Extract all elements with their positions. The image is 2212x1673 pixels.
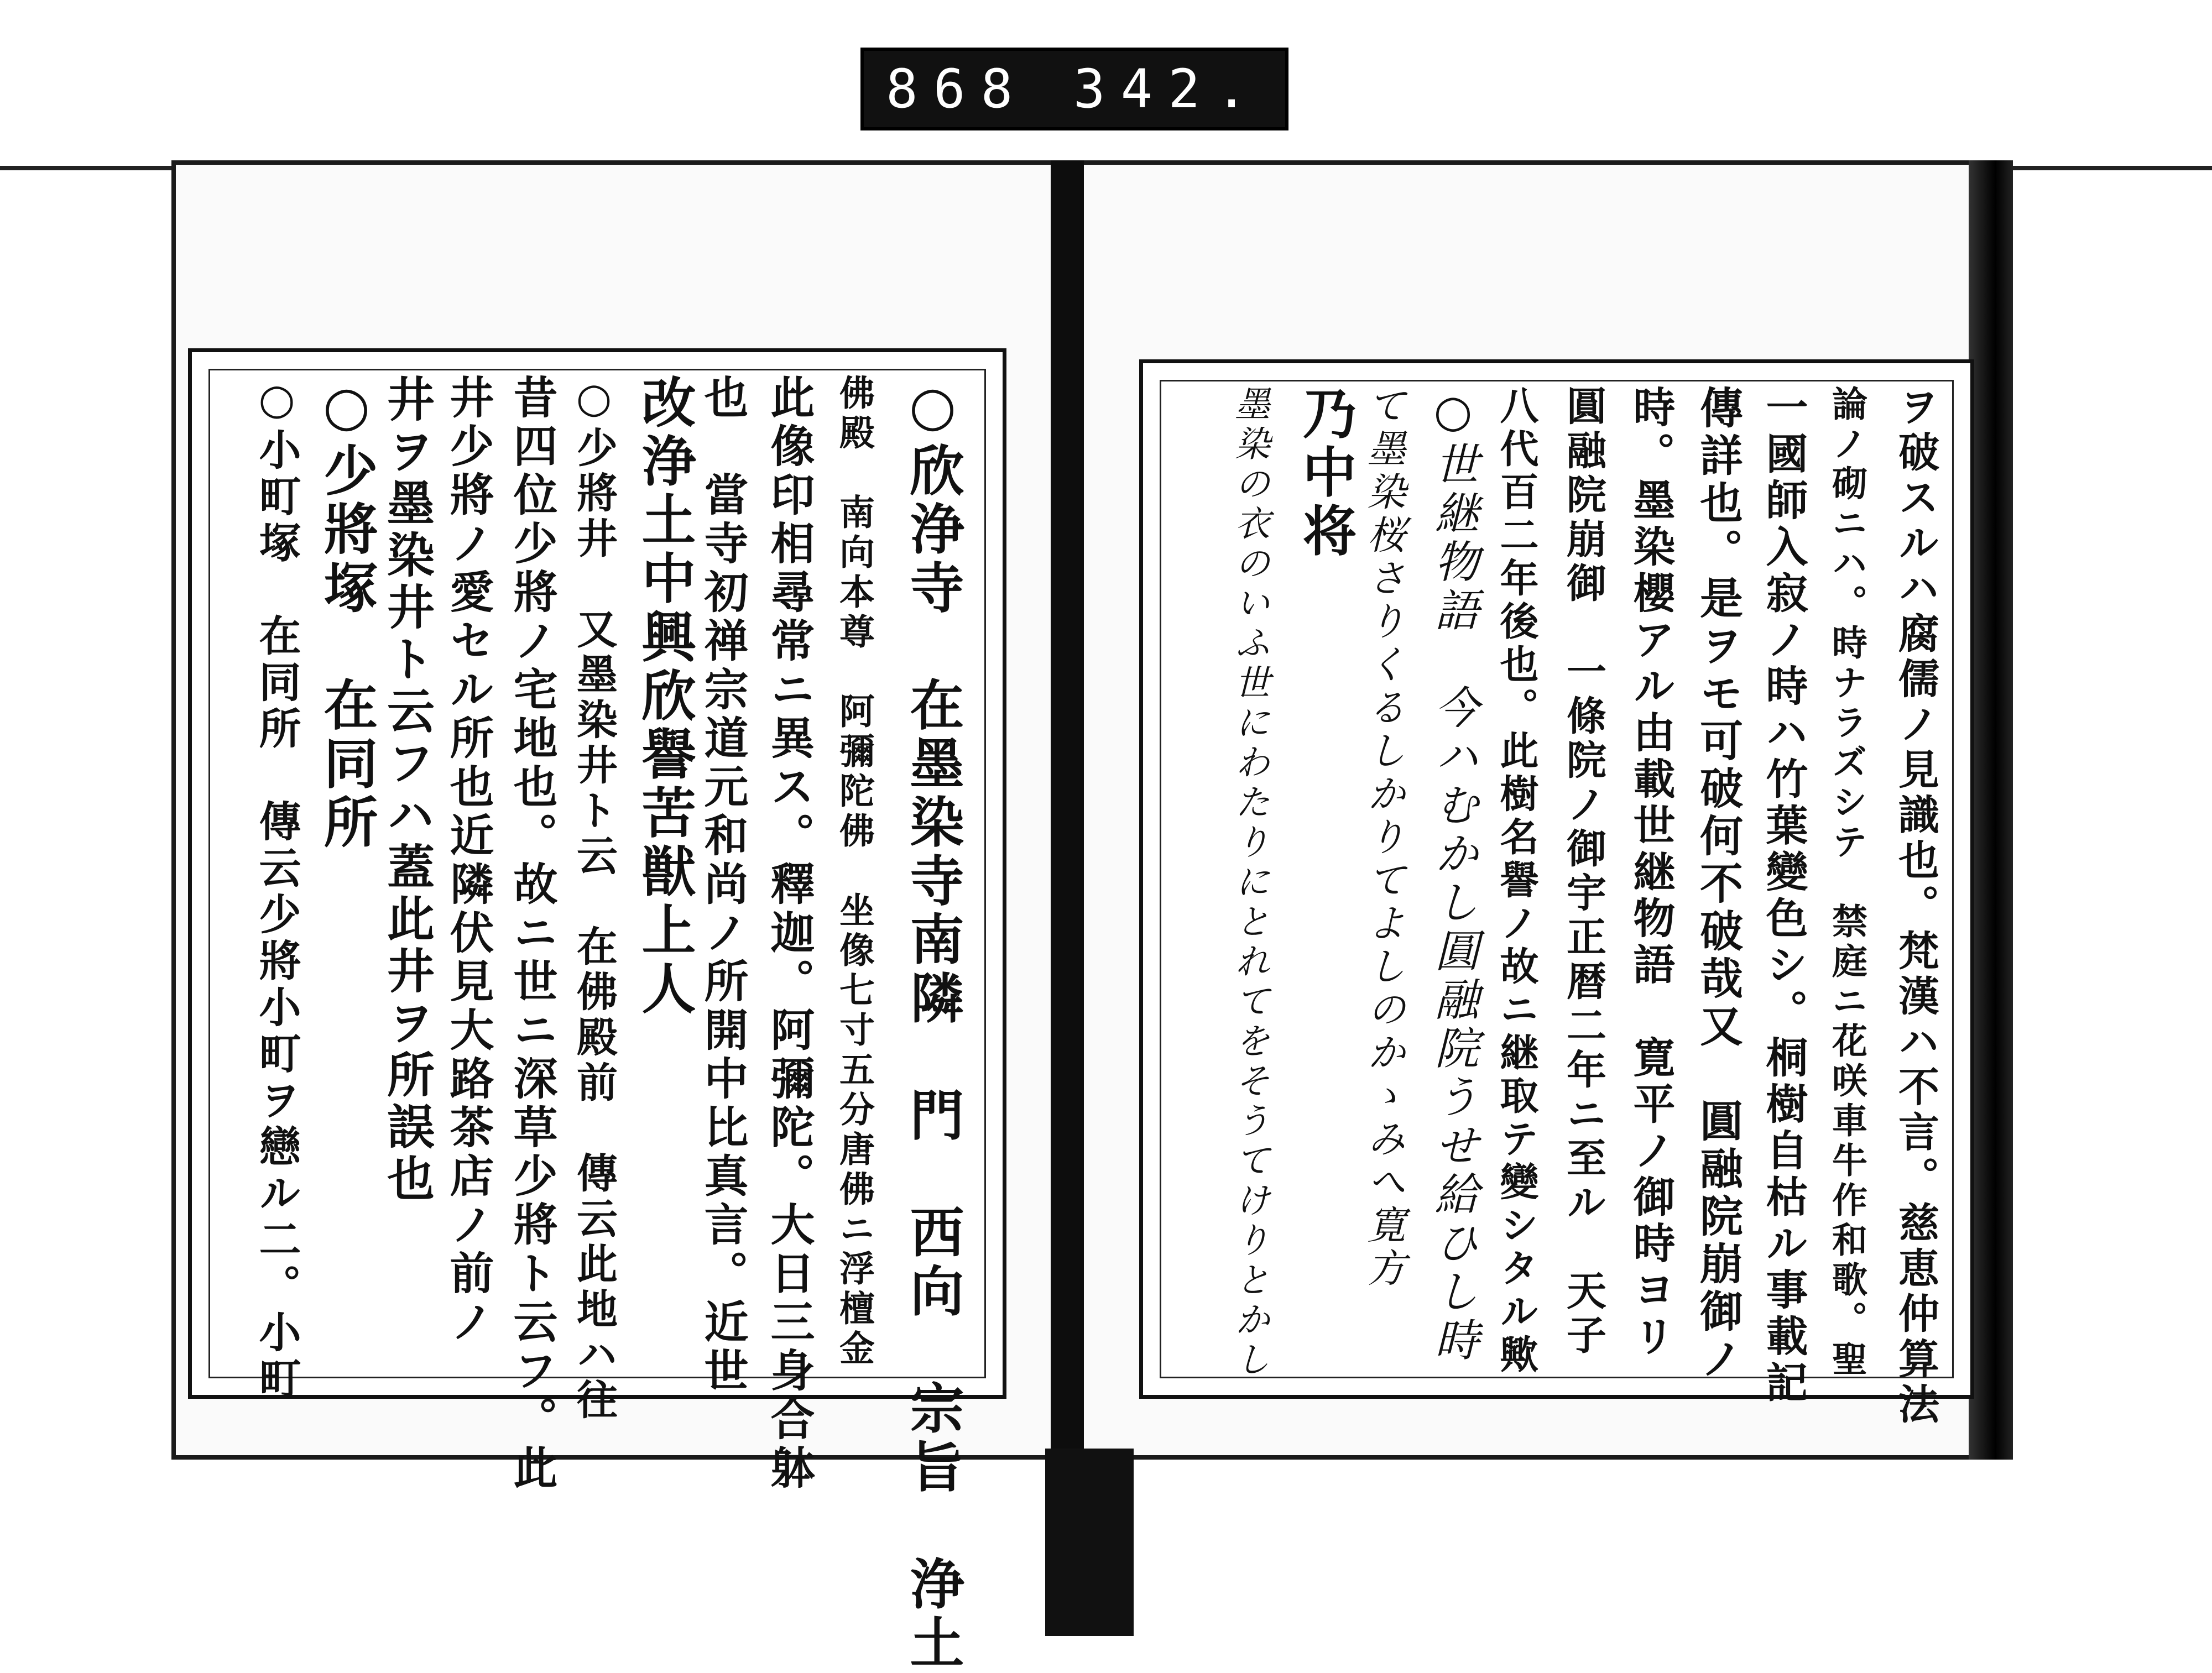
left-col-8: 井少將ノ愛セル所也近隣伏見大路茶店ノ前ノ <box>442 374 494 1347</box>
left-page-text <box>225 374 988 1673</box>
right-col-10: 乃中将 <box>1293 385 1357 561</box>
left-col-9: 井ヲ墨染井ト云フハ蓋此井ヲ所誤也 <box>379 374 435 1206</box>
left-col-6: ○少將井 又墨染井ト云 在佛殿前 傳云此地ハ往 <box>570 374 618 1424</box>
right-col-9: て墨染桜さりくるしかりてよしのかゝみへ寛方 <box>1361 385 1406 1291</box>
right-col-1: ヲ破スルハ腐儒ノ見識也。梵漢ハ不言。慈恵仲算法 <box>1892 385 1939 1428</box>
right-col-5: 時。墨染櫻アル由載世継物語 寛平ノ御時ヨリ <box>1626 385 1676 1361</box>
left-col-5: 改浄土中興欣譽苦獣上人 <box>633 374 696 1019</box>
right-page-text <box>1176 385 1956 1428</box>
book-edge <box>1969 160 2013 1460</box>
reference-label <box>860 48 1288 130</box>
right-col-3: 一國師入寂ノ時ハ竹葉變色シ。桐樹自枯ル事載記 <box>1759 385 1808 1407</box>
left-col-1: ○欣浄寺 在墨染寺南隣 門 西向 宗旨 浄土 <box>901 374 964 1673</box>
right-col-4: 傳詳也。是ヲモ可破何不破哉又 圓融院崩御ノ <box>1693 385 1743 1384</box>
left-col-11: ○小町塚 在同所 傳云少將小町ヲ戀ル二。小町 <box>252 374 301 1403</box>
left-col-3: 此像印相尋常ニ異ス。釋迦。阿彌陀。大日三身合躰 <box>763 374 815 1493</box>
left-col-10: ○少將塚 在同所 <box>315 374 378 853</box>
right-col-8: ○世継物語 今ハむかし圓融院うせ給ひし時 <box>1427 385 1479 1366</box>
left-col-7: 昔四位少將ノ宅地也。故ニ世ニ深草少將ト云フ。此 <box>506 374 558 1493</box>
right-col-11: 墨染の衣のいふ世にわたりにとれてをそうてけりとかし <box>1229 385 1270 1381</box>
right-page <box>1139 359 1974 1428</box>
reference-number-left: 868 <box>886 58 1029 120</box>
spine-tail <box>1045 1449 1134 1636</box>
book-spine <box>1051 160 1084 1476</box>
reference-number-right: 342. <box>1073 58 1263 120</box>
left-col-2: 佛殿 南向本尊 阿彌陀佛 坐像七寸五分唐佛ニ浮檀金 <box>833 374 875 1369</box>
left-page <box>188 348 1006 1673</box>
left-col-4: 也 當寺初禅宗道元和尚ノ所開中比真言。近世 <box>697 374 749 1396</box>
right-col-7: 八代百二年後也。此樹名譽ノ故ニ継取テ變シタル歟 <box>1494 385 1540 1377</box>
right-col-2: 論ノ砌ニハ。時ナラズシテ 禁庭ニ花咲車牛作和歌。聖 <box>1826 385 1867 1381</box>
right-col-6: 圓融院崩御 一條院ノ御宇正暦二年ニ至ル 天子 <box>1560 385 1607 1358</box>
